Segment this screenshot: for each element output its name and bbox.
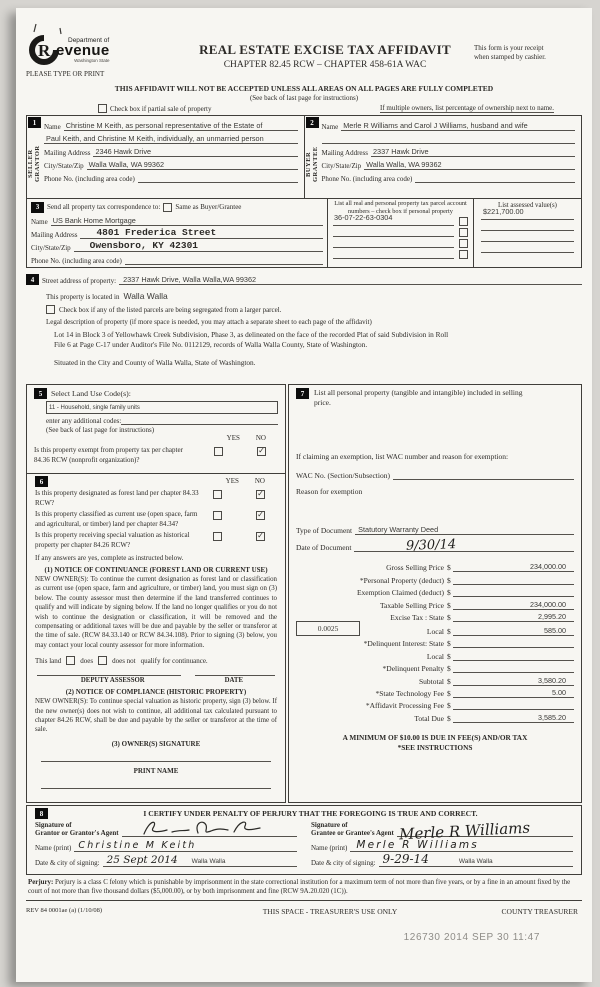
- excise-tax-state-field[interactable]: 2,995.20: [453, 612, 574, 622]
- assessed-value-header: List assessed value(s): [498, 202, 557, 209]
- personal-property-checkbox[interactable]: [459, 250, 468, 259]
- corr-phone-field[interactable]: [125, 264, 323, 265]
- minimum-fee-note: A MINIMUM OF $10.00 IS DUE IN FEE(S) AND/OR TAX *SEE INSTRUCTIONS: [342, 732, 528, 752]
- buyer-side-label: BUYER GRANTEE: [304, 146, 319, 182]
- corr-mailing-label: Mailing Address: [31, 231, 78, 239]
- treasurer-space-label: THIS SPACE - TREASURER'S USE ONLY: [262, 907, 398, 916]
- segregated-checkbox[interactable]: [46, 305, 55, 314]
- personal-property-checkbox[interactable]: [459, 217, 468, 226]
- grantee-sig-label: Signature of Grantee or Grantee's Agent: [311, 821, 394, 837]
- parcel-row: [333, 226, 468, 237]
- segregated-label: Check box if any of the listed parcels are being segregated from a larger parcel.: [59, 305, 282, 314]
- personal-property-label: List all personal property (tangible and intangible) included in selling price.: [314, 388, 523, 407]
- county-treasurer-label: COUNTY TREASURER: [501, 907, 578, 916]
- taxable-selling-price-field[interactable]: 234,000.00: [453, 600, 574, 610]
- grantee-signature: Merle R Williams: [398, 818, 531, 844]
- seller-block: [27, 116, 304, 198]
- handwritten-doc-date: 9/30/14: [406, 537, 457, 554]
- parcel-number-field[interactable]: [333, 247, 454, 248]
- personal-property-checkbox[interactable]: [459, 239, 468, 248]
- q2-no-checkbox[interactable]: ✓: [257, 510, 264, 519]
- parcel-number-field[interactable]: [333, 258, 454, 259]
- q2-yes-checkbox[interactable]: [213, 511, 222, 520]
- doc-type-field[interactable]: Statutory Warranty Deed: [355, 525, 574, 535]
- deputy-assessor-sign-line[interactable]: [37, 675, 181, 676]
- print-name-title: PRINT NAME: [133, 766, 179, 775]
- forest-land-question: Is this property designated as forest land per chapter 84.33 RCW?: [35, 489, 199, 507]
- selling-price-section: [288, 384, 582, 803]
- seller-phone-field[interactable]: [138, 182, 298, 183]
- land-use-section: [26, 384, 286, 474]
- assessed-value-field[interactable]: [481, 252, 574, 253]
- correspondence-label: Send all property tax correspondence to:: [47, 203, 161, 211]
- seller-name-field[interactable]: Christine M Keith, as personal representative of the Estate of: [64, 121, 298, 131]
- notice-continuance-title: (1) NOTICE OF CONTINUANCE (FOREST LAND OR CURRENT USE): [44, 566, 268, 574]
- date-label: DATE: [224, 677, 243, 685]
- tax-computation: Gross Selling Price $ 234,000.00 *Personal Property (deduct) $ Exemption Claimed (deduct) $ Taxable Selling Price $ 234,000.00 Excise Tax : State $ 2,995.20 0.0025 Local $ 585.00 *Delinquent Interest: State $ Local $ *Delinquent Penalty $ Subtotal $ 3,580.20 *State Technology Fee $ 5.00 *Affidavit Processing Fee $ Total Due $ 3,585.20: [296, 560, 574, 723]
- buyer-phone-label: Phone No. (including area code): [321, 175, 413, 183]
- located-in-value: Walla Walla: [123, 291, 168, 301]
- does-not-checkbox[interactable]: [98, 656, 107, 665]
- state-technology-fee-field[interactable]: 5.00: [453, 688, 574, 698]
- located-in-label: This property is located in: [46, 293, 120, 301]
- logo-dept-text: Department of: [68, 37, 110, 44]
- historical-property-question: Is this property receiving special valuation as historical property per chapter 84.26 RCW?: [35, 531, 190, 549]
- section-8-badge: 8: [35, 808, 48, 819]
- form-rev-code: REV 84 0001ae (a) (1/10/08): [26, 907, 103, 914]
- street-address-field[interactable]: 2337 Hawk Drive, Walla Walla,WA 99362: [119, 275, 582, 285]
- yes-no-header-6: YES NO: [225, 476, 265, 485]
- assessed-value-field[interactable]: $221,700.00: [481, 201, 574, 220]
- grantor-print-label: Name (print): [35, 843, 72, 852]
- additional-codes-field[interactable]: [121, 424, 278, 425]
- does-label: does: [80, 656, 94, 665]
- form-subtitle: CHAPTER 82.45 RCW – CHAPTER 458-61A WAC: [223, 60, 427, 70]
- grantor-signature-block: [35, 822, 307, 867]
- does-checkbox[interactable]: [66, 656, 75, 665]
- section-2-badge: 2: [306, 117, 319, 128]
- exempt-question: Is this property exempt from property tax per chapter 84.36 RCW (nonprofit organization)?: [34, 446, 183, 464]
- grantee-city: Walla Walla: [458, 858, 493, 865]
- buyer-csz-field[interactable]: Walla Walla, WA 99362: [364, 160, 575, 170]
- local-rate-box: 0.0025: [296, 621, 360, 636]
- section-6-badge: 6: [35, 476, 48, 487]
- buyer-name-field[interactable]: Merle R Williams and Carol J Williams, husband and wife: [341, 121, 575, 131]
- logo-state-text: Washington State: [74, 58, 110, 63]
- section-1-badge: 1: [28, 117, 41, 128]
- owners-signature-title: (3) OWNER(S) SIGNATURE: [111, 739, 201, 748]
- treasurer-stamp: 126730 2014 SEP 30 11:47: [403, 932, 540, 943]
- partial-sale-label: Check box if partial sale of property: [110, 104, 212, 113]
- q1-no-checkbox[interactable]: ✓: [257, 489, 264, 498]
- grantee-date-field[interactable]: 9-29-14 Walla Walla: [379, 852, 573, 867]
- assessed-value-field[interactable]: [481, 230, 574, 231]
- seller-side-label: SELLER GRANTOR: [27, 145, 41, 183]
- notice-compliance-title: (2) NOTICE OF COMPLIANCE (HISTORIC PROPERTY): [65, 688, 247, 697]
- total-due-field[interactable]: 3,585.20: [453, 713, 574, 723]
- exempt-yes-checkbox[interactable]: [214, 447, 223, 456]
- tax-correspondence-section: [26, 199, 582, 268]
- corr-mailing-field[interactable]: 4801 Frederica Street: [80, 227, 323, 239]
- parcel-number-field[interactable]: 36-07-22-63-0304: [333, 207, 454, 226]
- legal-description-label: Legal description of property (if more space is needed, you may attach a separate sheet to each page of the affidavit): [46, 318, 372, 326]
- parcel-row: [333, 215, 468, 226]
- land-designation-section: [26, 474, 286, 803]
- same-as-buyer-label: Same as Buyer/Grantee: [175, 203, 242, 211]
- doc-type-label: Type of Document: [296, 526, 353, 535]
- seller-name-label: Name: [44, 123, 61, 131]
- see-back-note-5: (See back of last page for instructions): [46, 426, 155, 434]
- personal-property-checkbox[interactable]: [459, 228, 468, 237]
- q3-yes-checkbox[interactable]: [213, 532, 222, 541]
- gross-selling-price-field[interactable]: 234,000.00: [453, 562, 574, 572]
- current-use-question: Is this property classified as current use (open space, farm and agricultural, or timber) land per chapter 84.34?: [35, 510, 198, 528]
- parcel-row: [333, 248, 468, 259]
- section-5-badge: 5: [34, 388, 47, 399]
- reason-label: Reason for exemption: [296, 487, 363, 496]
- same-as-buyer-checkbox[interactable]: [163, 203, 172, 212]
- parcel-row: [333, 237, 468, 248]
- buyer-name-label: Name: [321, 123, 339, 131]
- deputy-date-line[interactable]: [195, 675, 275, 676]
- seller-buyer-section: [26, 115, 582, 199]
- grantee-signature-line[interactable]: [397, 818, 573, 844]
- q3-no-checkbox[interactable]: ✓: [257, 531, 264, 540]
- buyer-name-field-2[interactable]: [322, 143, 576, 144]
- grantee-date-label: Date & city of signing:: [311, 858, 376, 867]
- grantor-city: Walla Walla: [191, 858, 226, 865]
- buyer-mailing-field[interactable]: 2337 Hawk Drive: [371, 147, 575, 157]
- grantor-print-field[interactable]: Christine M Keith: [74, 840, 297, 852]
- certify-statement: I CERTIFY UNDER PENALTY OF PERJURY THAT THE FOREGOING IS TRUE AND CORRECT.: [143, 809, 478, 818]
- land-use-code-box[interactable]: 11 - Household, single family units: [46, 401, 278, 414]
- completion-warning: THIS AFFIDAVIT WILL NOT BE ACCEPTED UNLESS ALL AREAS ON ALL PAGES ARE FULLY COMPLETED: [114, 84, 494, 93]
- seller-csz-field[interactable]: Walla Walla, WA 99362: [87, 160, 298, 170]
- does-not-label: does not: [112, 656, 136, 665]
- owners-signature-line[interactable]: [41, 750, 271, 762]
- corr-name-field[interactable]: US Bank Home Mortgage: [51, 216, 323, 226]
- logo-revenue-text: evenue: [56, 42, 110, 59]
- seller-name-field-2[interactable]: Paul Keith, and Christine M Keith, individually, an unmarried person: [44, 134, 298, 144]
- paper: [16, 8, 592, 982]
- doc-date-label: Date of Document: [296, 543, 352, 552]
- corr-csz-field[interactable]: Owensboro, KY 42301: [74, 240, 323, 252]
- subtotal-field[interactable]: 3,580.20: [453, 676, 574, 686]
- property-address-section: [26, 268, 582, 384]
- land-use-label: Select Land Use Code(s):: [51, 389, 131, 398]
- receipt-note: This form is your receipt when stamped by cashier.: [474, 44, 546, 61]
- multiple-owners-note: If multiple owners, list percentage of ownership next to name.: [380, 104, 554, 112]
- exempt-no-checkbox[interactable]: ✓: [258, 446, 265, 455]
- q1-yes-checkbox[interactable]: [213, 490, 222, 499]
- partial-sale-checkbox[interactable]: [98, 104, 107, 113]
- wac-number-field[interactable]: [393, 479, 574, 480]
- grantor-date-field[interactable]: 25 Sept 2014 Walla Walla: [103, 854, 297, 867]
- yes-no-header: YES NO: [226, 434, 266, 442]
- svg-text:R: R: [38, 41, 51, 60]
- section-7-badge: 7: [296, 388, 309, 399]
- section-4-badge: 4: [26, 274, 39, 285]
- if-yes-note: If any answers are yes, complete as instructed below.: [35, 554, 184, 562]
- legal-description-text: Lot 14 in Block 3 of Yellowhawk Creek Subdivision, Phase 3, as delineated on the face of the recorded Plat of said Subdivision in Roll File 6 at Page C-17 under Auditor's File No. 0112129, records of Walla Walla County, State of Washington. Situated in the City and County of Walla Walla, State of Washington.: [54, 330, 449, 367]
- perjury-note: Perjury: Perjury is a class C felony which is punishable by imprisonment in the state correctional institution for a maximum term of not more than five years, or by a fine in an amount fixed by the court of not more than five thousand dollars ($5,000.00), or by both imprisonment and fine (RCW 9A.20.020 (1C)).: [26, 875, 582, 901]
- seller-phone-label: Phone No. (including area code): [44, 175, 135, 183]
- wac-label: WAC No. (Section/Subsection): [296, 471, 390, 480]
- street-address-label: Street address of property:: [42, 277, 117, 285]
- grantor-signature: [136, 817, 266, 839]
- section-3-badge: 3: [31, 202, 44, 213]
- grantor-sig-label: Signature of Grantor or Grantor's Agent: [35, 821, 119, 837]
- corr-phone-label: Phone No. (including area code): [31, 257, 122, 265]
- buyer-mailing-label: Mailing Address: [321, 149, 368, 157]
- assessed-value-field[interactable]: [481, 241, 574, 242]
- form-title: REAL ESTATE EXCISE TAX AFFIDAVIT: [199, 42, 451, 57]
- deputy-assessor-label: DEPUTY ASSESSOR: [80, 677, 145, 685]
- additional-codes-label: enter any additional codes:: [46, 417, 122, 425]
- grantor-date-label: Date & city of signing:: [35, 858, 100, 867]
- notice-compliance-text: NEW OWNER(S): To continue special valuation as historic property, sign (3) below. If the new owner(s) does not wish to continue, all additional tax calculated pursuant to chapter 84.26 RCW, shall be due and payable by the seller or transferor at the time of sale.: [35, 698, 277, 734]
- qualify-label: qualify for continuance.: [140, 656, 208, 665]
- see-back-note: (See back of last page for instructions): [249, 94, 359, 102]
- parcel-header: List all real and personal property tax parcel account numbers – check box if personal property: [334, 200, 467, 215]
- please-type-note: PLEASE TYPE OR PRINT: [26, 70, 105, 78]
- exemption-note: If claiming an exemption, list WAC number and reason for exemption:: [296, 452, 509, 461]
- seller-mailing-label: Mailing Address: [44, 149, 91, 157]
- grantee-signature-block: [307, 818, 573, 867]
- parcel-number-field[interactable]: [333, 236, 454, 237]
- seller-mailing-field[interactable]: 2346 Hawk Drive: [93, 147, 297, 157]
- this-land-label: This land: [35, 656, 62, 665]
- grantee-print-field[interactable]: Merle R Williams: [350, 839, 573, 852]
- certification-section: [26, 805, 582, 875]
- print-name-line[interactable]: [41, 777, 271, 789]
- grantor-signature-line[interactable]: [122, 836, 297, 837]
- seller-csz-label: City/State/Zip: [44, 162, 84, 170]
- corr-name-label: Name: [31, 218, 48, 226]
- doc-date-field[interactable]: [354, 537, 574, 554]
- excise-tax-local-field[interactable]: 585.00: [453, 626, 574, 636]
- form-header: [26, 34, 582, 82]
- buyer-block: [304, 116, 582, 198]
- grantee-print-label: Name (print): [311, 843, 348, 852]
- buyer-csz-label: City/State/Zip: [321, 162, 362, 170]
- dor-logo: [26, 34, 176, 82]
- buyer-phone-field[interactable]: [415, 182, 575, 183]
- notice-continuance-text: NEW OWNER(S): To continue the current designation as forest land or classification as current use (open space, farm and agriculture, or timber) land, you must sign on (3) below. The county assessor must then determine if the land transferred continues to qualify and will indicate by signing below. If the land no longer qualifies or you do not wish to continue the designation or classification, it will be removed and the compensating or additional taxes will be due and payable by the seller or transferor at the time of sale. (RCW 84.33.140 or RCW 84.34.108). Prior to signing (3) below, you may contact your local county assessor for more information.: [35, 576, 277, 649]
- corr-csz-label: City/State/Zip: [31, 244, 71, 252]
